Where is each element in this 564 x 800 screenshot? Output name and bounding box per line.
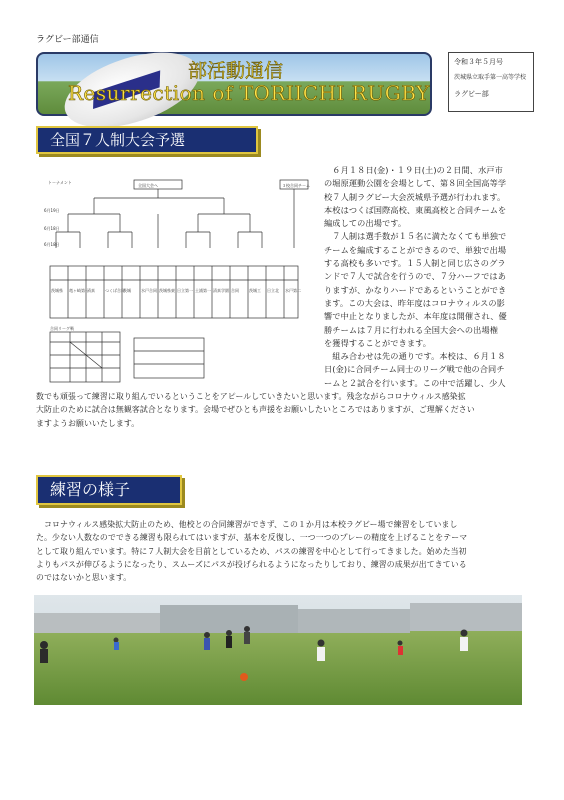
practice-text (36, 518, 540, 584)
text-line: 組み合わせは先の通りです。本校は、６月１８ (324, 351, 506, 362)
bracket-team-label: 水戸合同 (141, 288, 157, 293)
text-line: を獲得することができます。 (324, 337, 432, 348)
tournament-bracket (44, 176, 310, 386)
text-line: 大防止のために試合は無観客試合となります。会場でぜひとも声援をお願いしたいところではありますが、ご理解ください (36, 405, 475, 415)
bracket-round-label: 6月19日 (44, 208, 60, 213)
bracket-team-label: 竜ヶ崎第一 (69, 288, 89, 293)
text-line: の堀原運動公園を会場として、第８回全国高等学 (324, 178, 507, 189)
bracket-team-label: 茨城 (123, 288, 131, 293)
issue-info-box (448, 52, 534, 112)
bracket-team-label: 土浦第一 (195, 288, 211, 293)
text-line: りますが、かなりハードであるということができ (324, 284, 507, 295)
text-line: ます。この大会は、昨年度はコロナウィルスの影 (324, 297, 505, 308)
school-name: 茨城県立取手第一高等学校 (454, 74, 527, 81)
text-line: チームを編成することができるので、単独で出場 (324, 244, 507, 255)
text-line: ンドで７人で試合を行うので、７分ハーフではあ (324, 271, 506, 282)
practice-photo (410, 595, 522, 705)
text-line: た。少ない人数なのでできる練習も限られてはいますが、基本を反復し、一つ一つのプレーの精度を上げることをテーマ (36, 533, 468, 543)
text-line: ームと２試合を行います。この中で活躍し、少人 (324, 377, 506, 388)
text-line: 日(金)に合同チーム同士のリーグ戦で他の合同チ (324, 364, 505, 375)
masthead-banner (36, 52, 432, 116)
bracket-round-label: 6月18日 (44, 226, 60, 231)
bracket-team-label: 清真 (87, 288, 95, 293)
section-heading-tournament: 全国７人制大会予選 (36, 126, 258, 154)
bracket-team-label: 水戸第二 (285, 288, 301, 293)
text-line: ７人制は選手数が１５名に満たなくても単独で (324, 231, 507, 242)
text-line: 数でも頑張って練習に取り組んでいるということをアピールしていきたいと思います。残念ながらコロナウィルス感染拡 (36, 392, 466, 401)
bracket-winner-label: 全国大会へ (138, 183, 158, 188)
bracket-league-label: 合同リーグ戦 (50, 326, 74, 331)
text-line: のではないかと思います。 (36, 573, 132, 583)
text-line: として取り組んでいます。特に７人制大会を目前としているため、パスの練習を中心として行ってきました。始めた当初 (36, 546, 467, 556)
text-line: 響で中止となりましたが、本年度は開催され、優 (324, 311, 507, 322)
bracket-top-label: トーナメント (48, 180, 72, 185)
text-line: コロナウィルス感染拡大防止のため、他校との合同練習ができず、この１か月は本校ラグビー場で練習をしていまし (36, 520, 458, 529)
text-line: 本校はつくば国際高校、東風高校と合同チームを (324, 204, 507, 215)
text-line: よりもパスが伸びるようになったり、スムーズにパスが投げられるようになったりしており、練習の成果が出てきている (36, 559, 467, 569)
bracket-team-label: つくば合同 (105, 288, 125, 293)
bracket-team-label: 茨城工 (249, 288, 261, 293)
text-line: 編成しての出場です。 (324, 218, 407, 229)
bracket-team-label: 合同 (231, 288, 239, 293)
text-line: する高校も多いです。１５人制と同じ広さのグラ (324, 258, 506, 269)
bracket-team-label: 清真学園 (213, 288, 229, 293)
banner-title-jp: 部活動通信 (188, 60, 284, 82)
tournament-text-full (36, 390, 540, 430)
practice-photo (160, 595, 298, 705)
banner-title-en: Resurrection of TORIICHI RUGBY (68, 81, 430, 105)
text-line: ６月１８日(金)・１９日(土)の２日間、水戸市 (324, 165, 503, 175)
bracket-team-label: 日立第一 (177, 288, 193, 293)
header-label: ラグビー部通信 (36, 35, 99, 45)
text-line: 校７人制ラグビー大会茨城県予選が行われます。 (324, 191, 506, 202)
text-line: 勝チームは７月に行われる全国大会への出場権 (324, 324, 499, 335)
practice-photo (298, 595, 410, 705)
text-line: ますようお願いいたします。 (36, 418, 140, 428)
bracket-round-label: 6月18日 (44, 242, 60, 247)
section-heading-practice: 練習の様子 (36, 475, 182, 505)
bracket-team-label: 茨城県東 (159, 288, 175, 293)
issue-date: 令和３年５月号 (454, 58, 503, 66)
bracket-side-label: ３校合同チーム (282, 183, 310, 188)
practice-photo (34, 595, 160, 705)
bracket-team-label: 日立北 (267, 288, 279, 293)
practice-photo-strip (34, 595, 522, 705)
tournament-text-right (324, 164, 538, 390)
club-name: ラグビー部 (454, 90, 489, 98)
bracket-team-label: 茨城県 (51, 288, 63, 293)
